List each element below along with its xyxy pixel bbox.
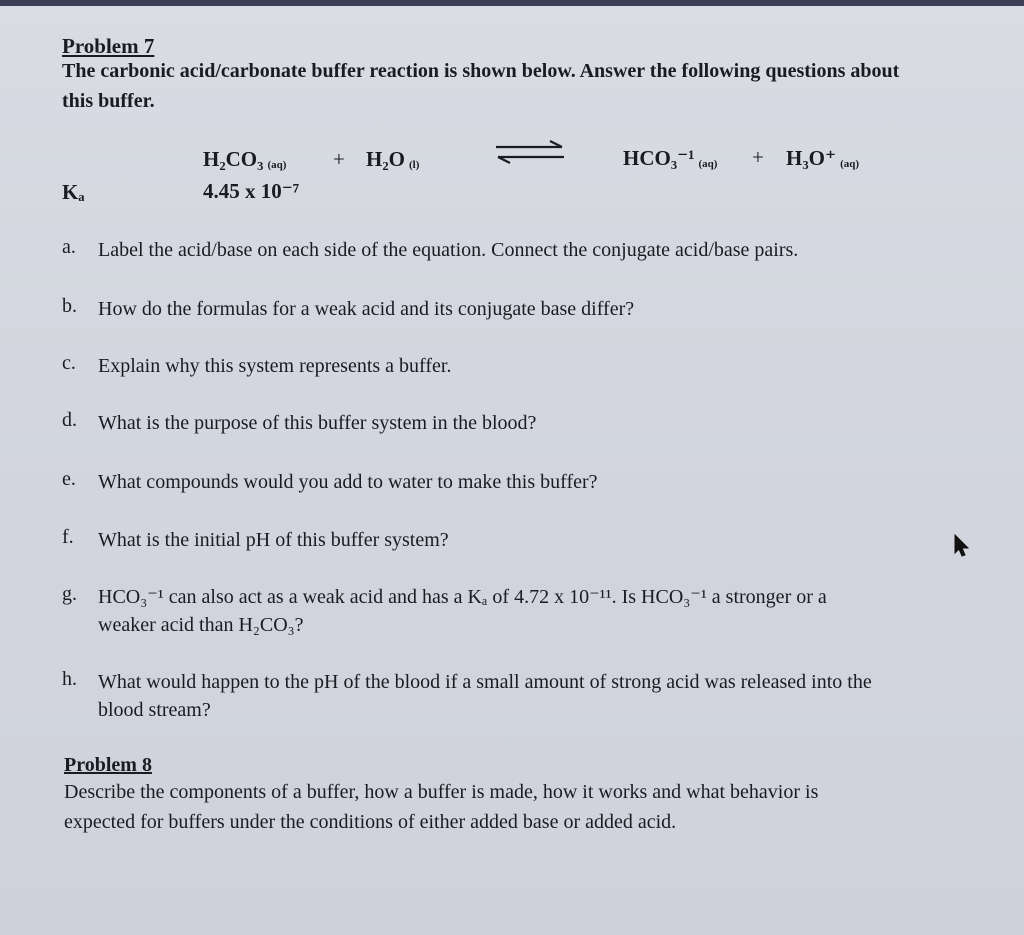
problem-7-intro-line1: The carbonic acid/carbonate buffer reaction is shown below. Answer the following questions about	[62, 60, 900, 82]
question-g-letter: g.	[62, 583, 77, 605]
ka-label: Kₐ	[62, 180, 85, 204]
problem-8-text-line2: expected for buffers under the conditions of either added base or added acid.	[64, 811, 677, 833]
question-e-text: What compounds would you add to water to make this buffer?	[98, 471, 598, 493]
problem-8-title: Problem 8	[64, 754, 152, 776]
question-h-text-line2: blood stream?	[98, 699, 211, 721]
product-h3o	[786, 145, 859, 171]
reactant-h2o-state: (l)	[408, 159, 420, 171]
reactant-h2co3	[203, 147, 286, 172]
product-h3o-formula: H₃O⁺	[786, 146, 837, 170]
product-h3o-state: (aq)	[840, 158, 860, 170]
reactant-h2co3-formula: H₂CO₃	[203, 147, 264, 171]
problem-7-intro-line2: this buffer.	[62, 90, 155, 112]
equilibrium-arrow-icon	[494, 139, 566, 165]
mouse-pointer-icon	[953, 534, 973, 563]
product-hco3	[623, 145, 717, 171]
question-g-text-line1: HCO₃⁻¹ can also act as a weak acid and has a Kₐ of 4.72 x 10⁻¹¹. Is HCO₃⁻¹ a stronger or a	[98, 586, 827, 608]
question-h-letter: h.	[62, 668, 77, 690]
question-f-letter: f.	[62, 526, 74, 548]
question-d-text: What is the purpose of this buffer system in the blood?	[98, 412, 537, 434]
reactant-h2o-formula: H₂O	[366, 147, 405, 171]
ka-value: 4.45 x 10⁻⁷	[203, 179, 300, 203]
reactant-h2o	[366, 147, 419, 172]
problem-8-text-line1: Describe the components of a buffer, how a buffer is made, how it works and what behavior is	[64, 781, 819, 803]
question-b-letter: b.	[62, 295, 77, 317]
question-h-text-line1: What would happen to the pH of the blood if a small amount of strong acid was released into the	[98, 671, 872, 693]
plus-sign-right: +	[752, 145, 764, 169]
reactant-h2co3-state: (aq)	[267, 159, 287, 171]
question-b-text: How do the formulas for a weak acid and its conjugate base differ?	[98, 298, 635, 320]
product-hco3-formula: HCO₃⁻¹	[623, 146, 695, 170]
question-d-letter: d.	[62, 409, 77, 431]
problem-7-title: Problem 7	[62, 34, 155, 58]
plus-sign-left: +	[333, 147, 345, 171]
product-hco3-state: (aq)	[698, 158, 718, 170]
question-a-letter: a.	[62, 236, 76, 258]
question-a-text: Label the acid/base on each side of the equation. Connect the conjugate acid/base pairs.	[98, 239, 799, 261]
question-e-letter: e.	[62, 468, 76, 490]
question-c-letter: c.	[62, 352, 76, 374]
worksheet-page	[0, 6, 1024, 935]
question-g-text-line2: weaker acid than H₂CO₃?	[98, 614, 304, 636]
question-c-text: Explain why this system represents a buffer.	[98, 355, 452, 377]
question-f-text: What is the initial pH of this buffer system?	[98, 529, 449, 551]
